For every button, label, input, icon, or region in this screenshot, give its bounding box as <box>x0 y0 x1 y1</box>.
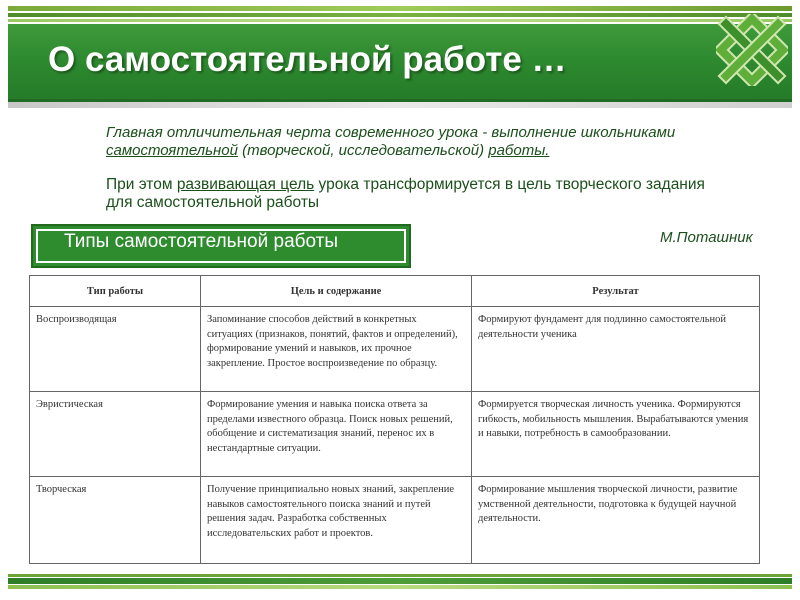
slide-title: О самостоятельной работе … <box>48 40 567 79</box>
intro-text-1: Главная отличительная черта современного урока - выполнение школьниками <box>106 124 676 141</box>
top-stripe <box>8 13 792 17</box>
table-row <box>30 392 760 477</box>
column-header: Цель и содержание <box>201 276 472 307</box>
bottom-stripe <box>8 578 792 584</box>
result-cell: Формируется творческая личность ученика. Формируются гибкость, мобильность мышления. Вырабатываются умения и навыки, потребность в самообразовании. <box>472 392 760 477</box>
second-underlined: развивающая цель <box>176 176 315 193</box>
bottom-stripe <box>8 585 792 589</box>
section-title: Типы самостоятельной работы <box>64 231 339 252</box>
goal-cell: Получение принципиально новых знаний, закрепление навыков самостоятельного поиска знаний и путей решения задач. Разработка собственных исследовательских работ и проектов. <box>201 477 472 564</box>
section-heading-frame <box>36 229 406 263</box>
second-text-1: При этом <box>106 176 177 193</box>
column-header: Тип работы <box>30 276 201 307</box>
intro-underlined-1: самостоятельной <box>106 142 238 159</box>
title-banner <box>8 24 792 102</box>
table-row <box>30 307 760 392</box>
goal-cell: Формирование умения и навыка поиска ответа за пределами известного образца. Поиск новых решений, обобщение и систематизация знаний, перенос их в нестандартные ситуации. <box>201 392 472 477</box>
table-header-row <box>30 276 760 307</box>
intro-text-2: (творческой, исследовательской) <box>237 142 489 159</box>
celtic-knot-icon <box>716 14 788 86</box>
table-row <box>30 477 760 564</box>
section-heading-box <box>31 224 411 268</box>
author-attribution: М.Поташник <box>660 229 753 246</box>
type-cell: Воспроизводящая <box>30 307 201 392</box>
goal-cell: Запоминание способов действий в конкретных ситуациях (признаков, понятий, фактов и определений), формирование умений и навыков, их прочное закрепление. Простое воспроизведение по образцу. <box>201 307 472 392</box>
result-cell: Формирование мышления творческой личности, развитие умственной деятельности, подготовка к будущей научной деятельности. <box>472 477 760 564</box>
top-decoration <box>0 0 800 24</box>
banner-underline <box>8 102 792 108</box>
type-cell: Творческая <box>30 477 201 564</box>
second-text-2: урока трансформируется в цель творческого задания для самостоятельной работы <box>106 176 705 211</box>
top-stripe <box>8 6 792 11</box>
intro-paragraph <box>74 124 734 160</box>
second-paragraph <box>74 176 734 212</box>
work-types-table <box>29 275 760 564</box>
column-header: Результат <box>472 276 760 307</box>
bottom-stripe <box>8 574 792 577</box>
top-stripe <box>8 19 792 22</box>
type-cell: Эвристическая <box>30 392 201 477</box>
intro-underlined-2: работы. <box>488 142 550 159</box>
result-cell: Формируют фундамент для подлинно самостоятельной деятельности ученика <box>472 307 760 392</box>
